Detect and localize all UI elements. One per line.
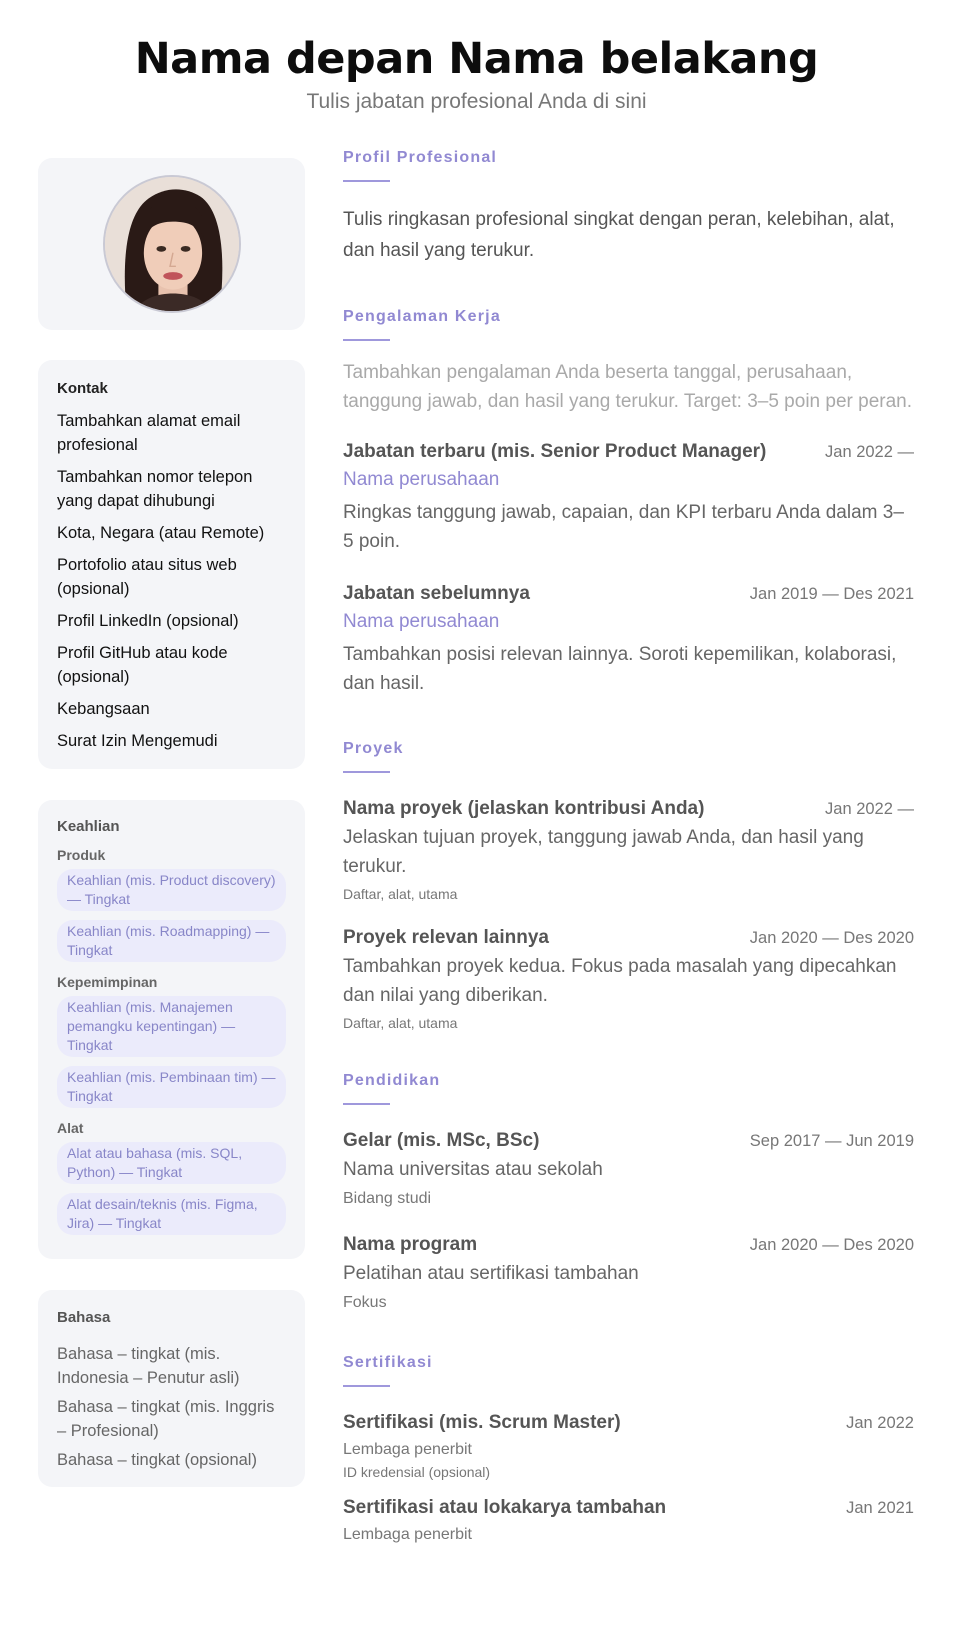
entry-date: Jan 2022: [846, 1414, 914, 1432]
entry-date: Jan 2022 —: [825, 800, 914, 818]
entry-date: Jan 2019 — Des 2021: [749, 585, 914, 603]
skill-pill: Keahlian (mis. Product discovery) — Tingkat: [57, 869, 286, 911]
contact-github: Profil GitHub atau kode (opsional): [57, 644, 228, 686]
experience-section: [343, 307, 914, 698]
certification-name: Sertifikasi (mis. Scrum Master): [343, 1412, 621, 1433]
entry-description: Tambahkan posisi relevan lainnya. Soroti kepemilikan, kolaborasi, dan hasil.: [343, 644, 897, 694]
entry-role: Jabatan terbaru (mis. Senior Product Manager): [343, 441, 767, 462]
education-degree: Nama program: [343, 1234, 478, 1255]
skill-group-title: Alat: [57, 1120, 84, 1136]
project-name: Proyek relevan lainnya: [343, 927, 549, 948]
contact-linkedin: Profil LinkedIn (opsional): [57, 612, 239, 630]
section-divider: [343, 1385, 390, 1387]
certification-entry: [343, 1409, 914, 1482]
section-heading: Sertifikasi: [343, 1354, 433, 1371]
project-description: Jelaskan tujuan proyek, tanggung jawab Anda, dan hasil yang terukur.: [343, 827, 864, 877]
contact-email: Tambahkan alamat email profesional: [57, 412, 241, 454]
skill-group-product: [57, 847, 286, 962]
resume-header: [0, 30, 953, 116]
experience-entry: [343, 580, 914, 698]
languages-heading: Bahasa: [57, 1309, 111, 1326]
section-heading: Pendidikan: [343, 1072, 441, 1089]
skill-group-tools: [57, 1120, 286, 1235]
section-divider: [343, 339, 390, 341]
contact-driving-license: Surat Izin Mengemudi: [57, 732, 218, 750]
project-name: Nama proyek (jelaskan kontribusi Anda): [343, 798, 705, 819]
education-section: [343, 1071, 914, 1315]
certification-issuer: Lembaga penerbit: [343, 1526, 472, 1543]
entry-date: Jan 2021: [846, 1499, 914, 1517]
certification-issuer: Lembaga penerbit: [343, 1441, 472, 1458]
section-divider: [343, 1103, 390, 1105]
certifications-section: [343, 1353, 914, 1547]
section-heading: Proyek: [343, 740, 404, 757]
entry-date: Jan 2022 —: [825, 443, 914, 461]
entry-date: Jan 2020 — Des 2020: [749, 929, 914, 947]
language-item: Bahasa – tingkat (mis. Inggris – Profesional): [57, 1398, 275, 1440]
project-description: Tambahkan proyek kedua. Fokus pada masalah yang dipecahkan dan nilai yang diberikan.: [343, 956, 897, 1006]
education-degree: Gelar (mis. MSc, BSc): [343, 1130, 540, 1151]
education-field: Fokus: [343, 1294, 387, 1311]
skill-pill: Keahlian (mis. Roadmapping) — Tingkat: [57, 920, 286, 962]
contact-portfolio: Portofolio atau situs web (opsional): [57, 556, 237, 598]
skill-group-leadership: [57, 974, 286, 1108]
entry-role: Jabatan sebelumnya: [343, 583, 530, 604]
projects-section: [343, 739, 914, 1033]
project-tags: Daftar, alat, utama: [343, 886, 458, 902]
experience-entry: [343, 438, 914, 556]
education-entry: [343, 1127, 914, 1211]
full-name: Nama depan Nama belakang: [134, 34, 819, 84]
sidebar: [38, 158, 305, 1487]
certification-name: Sertifikasi atau lokakarya tambahan: [343, 1497, 667, 1518]
section-divider: [343, 771, 390, 773]
entry-date: Jan 2020 — Des 2020: [749, 1236, 914, 1254]
section-divider: [343, 180, 390, 182]
languages-card: [38, 1290, 305, 1487]
job-title: Tulis jabatan profesional Anda di sini: [306, 90, 647, 113]
skill-group-title: Kepemimpinan: [57, 974, 158, 990]
entry-company: Nama perusahaan: [343, 469, 500, 490]
language-item: Bahasa – tingkat (opsional): [57, 1451, 257, 1469]
education-field: Bidang studi: [343, 1190, 432, 1207]
education-school: Pelatihan atau sertifikasi tambahan: [343, 1263, 639, 1284]
contact-heading: Kontak: [57, 380, 108, 397]
profile-section: [343, 148, 914, 266]
education-entry: [343, 1231, 914, 1315]
entry-company: Nama perusahaan: [343, 611, 500, 632]
entry-date: Sep 2017 — Jun 2019: [749, 1132, 914, 1150]
project-entry: [343, 924, 914, 1033]
section-heading: Profil Profesional: [343, 149, 498, 166]
entry-description: Ringkas tanggung jawab, capaian, dan KPI terbaru Anda dalam 3–5 poin.: [343, 502, 904, 552]
skill-pill: Alat atau bahasa (mis. SQL, Python) — Tingkat: [57, 1142, 286, 1184]
skill-pill: Keahlian (mis. Manajemen pemangku kepentingan) — Tingkat: [57, 996, 286, 1057]
contact-nationality: Kebangsaan: [57, 700, 150, 718]
profile-summary: Tulis ringkasan profesional singkat dengan peran, kelebihan, alat, dan hasil yang terukur.: [343, 209, 895, 261]
skill-group-title: Produk: [57, 847, 106, 863]
skill-pill: Alat desain/teknis (mis. Figma, Jira) — Tingkat: [57, 1193, 286, 1235]
contact-card: [38, 360, 305, 769]
experience-hint: Tambahkan pengalaman Anda beserta tanggal, perusahaan, tanggung jawab, dan hasil yang terukur. Target: 3–5 poin per peran.: [343, 362, 912, 412]
language-item: Bahasa – tingkat (mis. Indonesia – Penutur asli): [57, 1345, 240, 1387]
skills-card: [38, 800, 305, 1259]
main-content: [343, 148, 914, 1547]
avatar: [103, 175, 241, 313]
education-school: Nama universitas atau sekolah: [343, 1159, 603, 1180]
certification-credential: ID kredensial (opsional): [343, 1464, 491, 1480]
certification-entry: [343, 1494, 914, 1547]
skills-heading: Keahlian: [57, 818, 120, 835]
section-heading: Pengalaman Kerja: [343, 308, 501, 325]
contact-location: Kota, Negara (atau Remote): [57, 524, 265, 542]
project-tags: Daftar, alat, utama: [343, 1015, 458, 1031]
skill-pill: Keahlian (mis. Pembinaan tim) — Tingkat: [57, 1066, 286, 1108]
contact-phone: Tambahkan nomor telepon yang dapat dihubungi: [57, 468, 253, 510]
photo-card: [38, 158, 305, 330]
project-entry: [343, 795, 914, 904]
portrait-image: [105, 177, 239, 311]
